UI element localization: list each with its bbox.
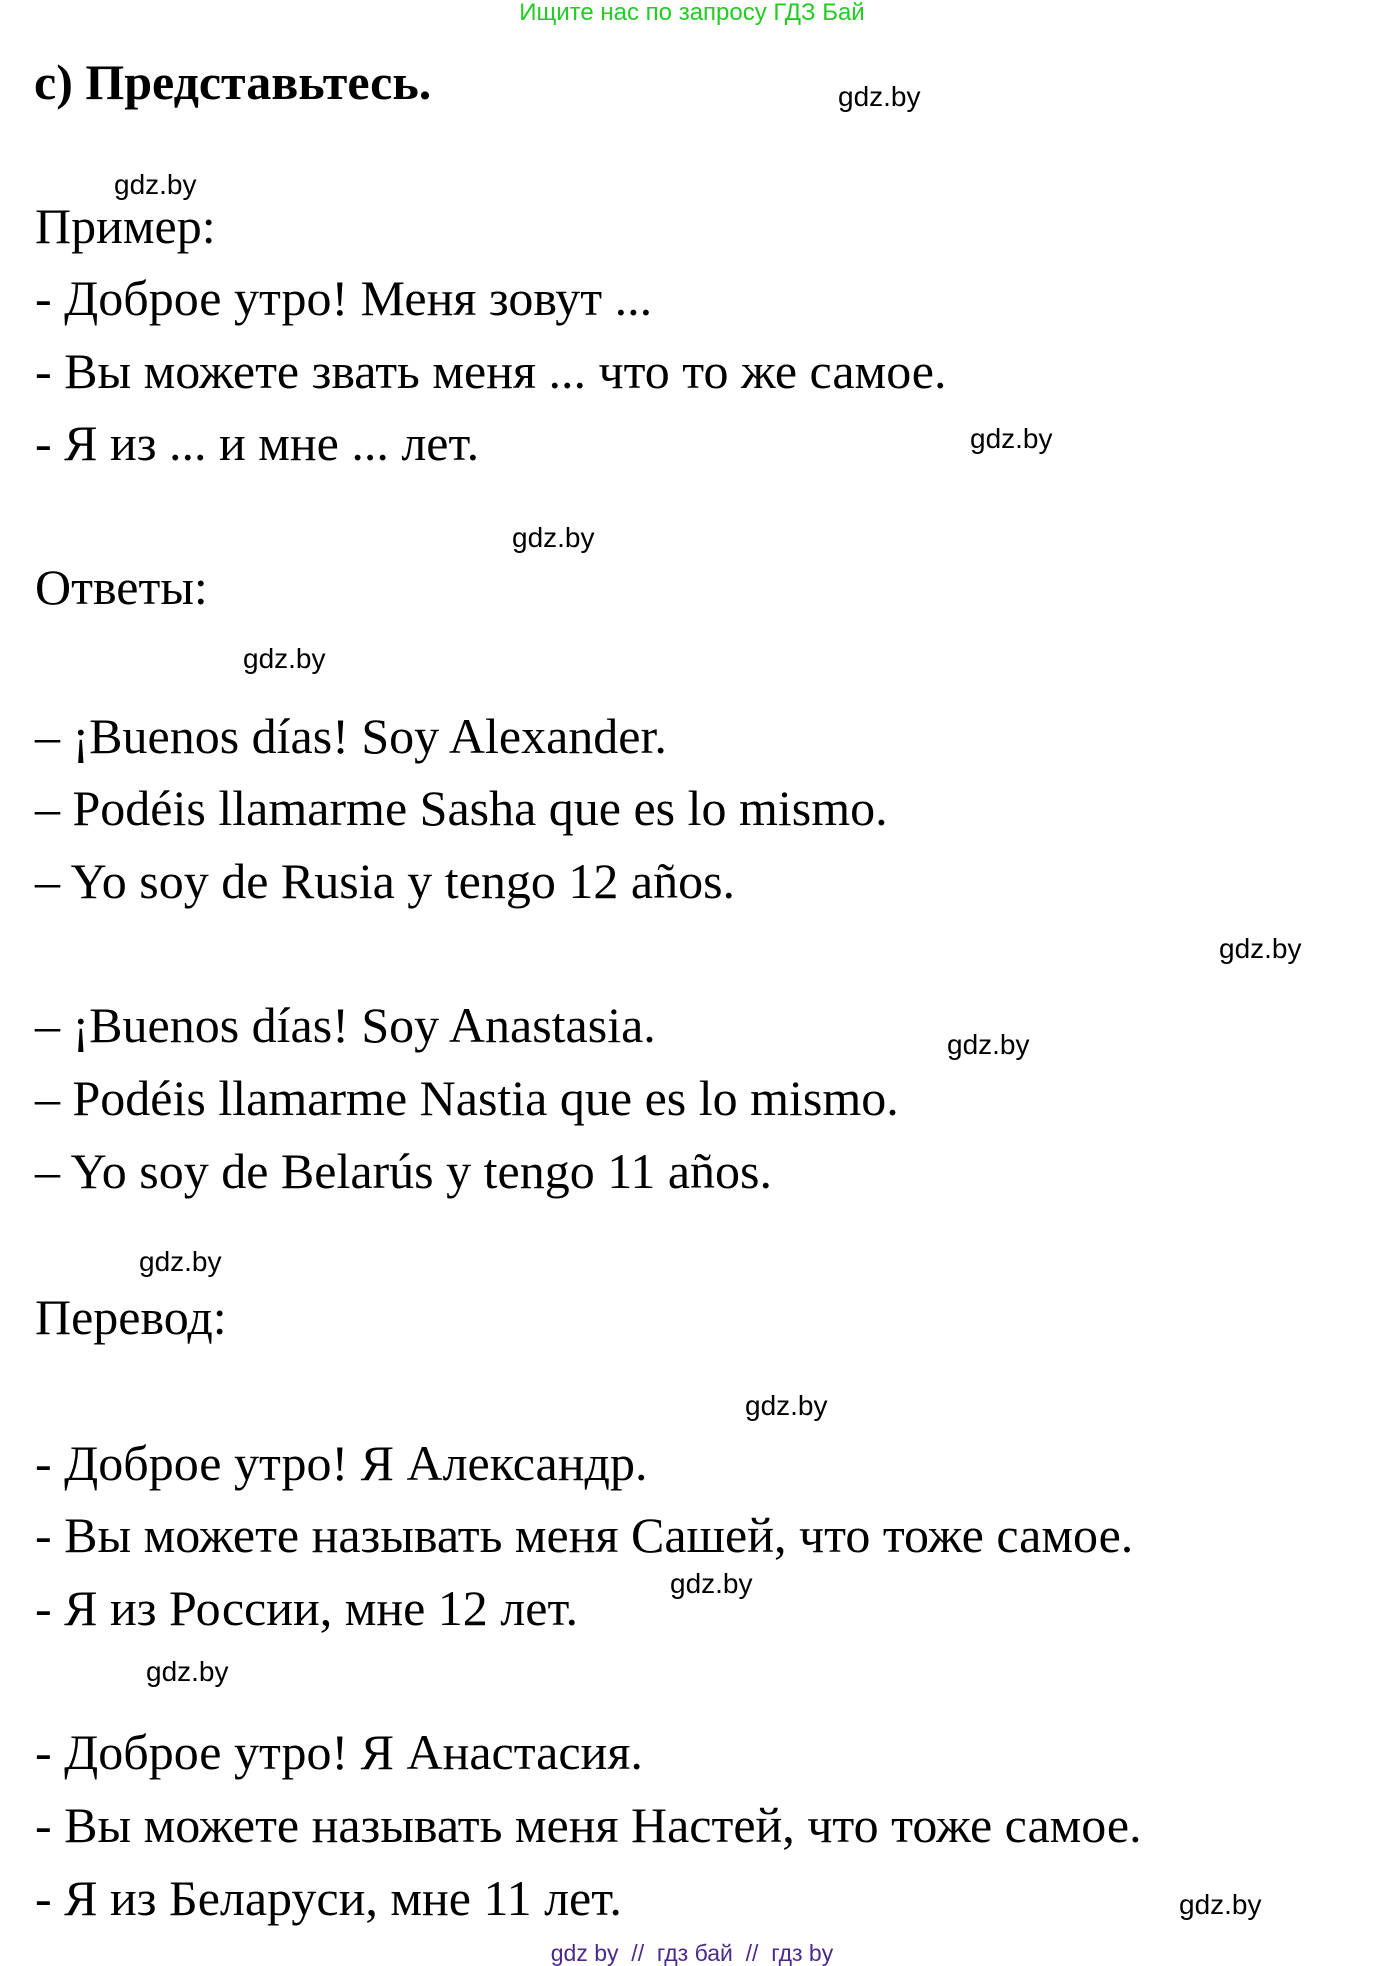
- example-heading: Пример:: [35, 198, 216, 254]
- example-line: - Вы можете звать меня ... что то же самое.: [35, 343, 947, 399]
- watermark: gdz.by: [745, 1390, 828, 1421]
- watermark: gdz.by: [139, 1246, 222, 1277]
- translation-line: - Вы можете называть меня Сашей, что тоже самое.: [35, 1507, 1134, 1563]
- translation-line: - Доброе утро! Я Александр.: [35, 1435, 648, 1491]
- watermark: gdz.by: [1179, 1889, 1262, 1920]
- watermark: gdz.by: [947, 1029, 1030, 1060]
- search-banner[interactable]: Ищите нас по запросу ГДЗ Бай: [519, 0, 865, 26]
- example-line: - Доброе утро! Меня зовут ...: [35, 270, 653, 326]
- translation-line: - Я из России, мне 12 лет.: [35, 1580, 579, 1636]
- translation-line: - Я из Беларуси, мне 11 лет.: [35, 1870, 622, 1926]
- answer-line: – Yo soy de Belarús y tengo 11 años.: [35, 1143, 773, 1199]
- watermark: gdz.by: [114, 169, 197, 200]
- answers-heading: Ответы:: [35, 559, 208, 615]
- watermark: gdz.by: [243, 643, 326, 674]
- translation-heading: Перевод:: [35, 1289, 227, 1345]
- watermark: gdz.by: [970, 423, 1053, 454]
- answer-line: – Podéis llamarme Nastia que es lo mismo.: [35, 1070, 899, 1126]
- answer-line: – ¡Buenos días! Soy Anastasia.: [35, 997, 656, 1053]
- exercise-title: c) Представьтесь.: [34, 54, 432, 110]
- watermark: gdz.by: [512, 522, 595, 553]
- footer-links[interactable]: gdz by // гдз бай // гдз by: [550, 1940, 834, 1966]
- watermark: gdz.by: [1219, 933, 1302, 964]
- answer-line: – Podéis llamarme Sasha que es lo mismo.: [35, 780, 888, 836]
- watermark: gdz.by: [146, 1656, 229, 1687]
- answer-line: – ¡Buenos días! Soy Alexander.: [35, 708, 667, 764]
- example-line: - Я из ... и мне ... лет.: [35, 415, 480, 471]
- answer-line: – Yo soy de Rusia y tengo 12 años.: [35, 853, 736, 909]
- watermark: gdz.by: [670, 1568, 753, 1599]
- translation-line: - Вы можете называть меня Настей, что тоже самое.: [35, 1797, 1142, 1853]
- watermark: gdz.by: [838, 81, 921, 112]
- translation-line: - Доброе утро! Я Анастасия.: [35, 1724, 643, 1780]
